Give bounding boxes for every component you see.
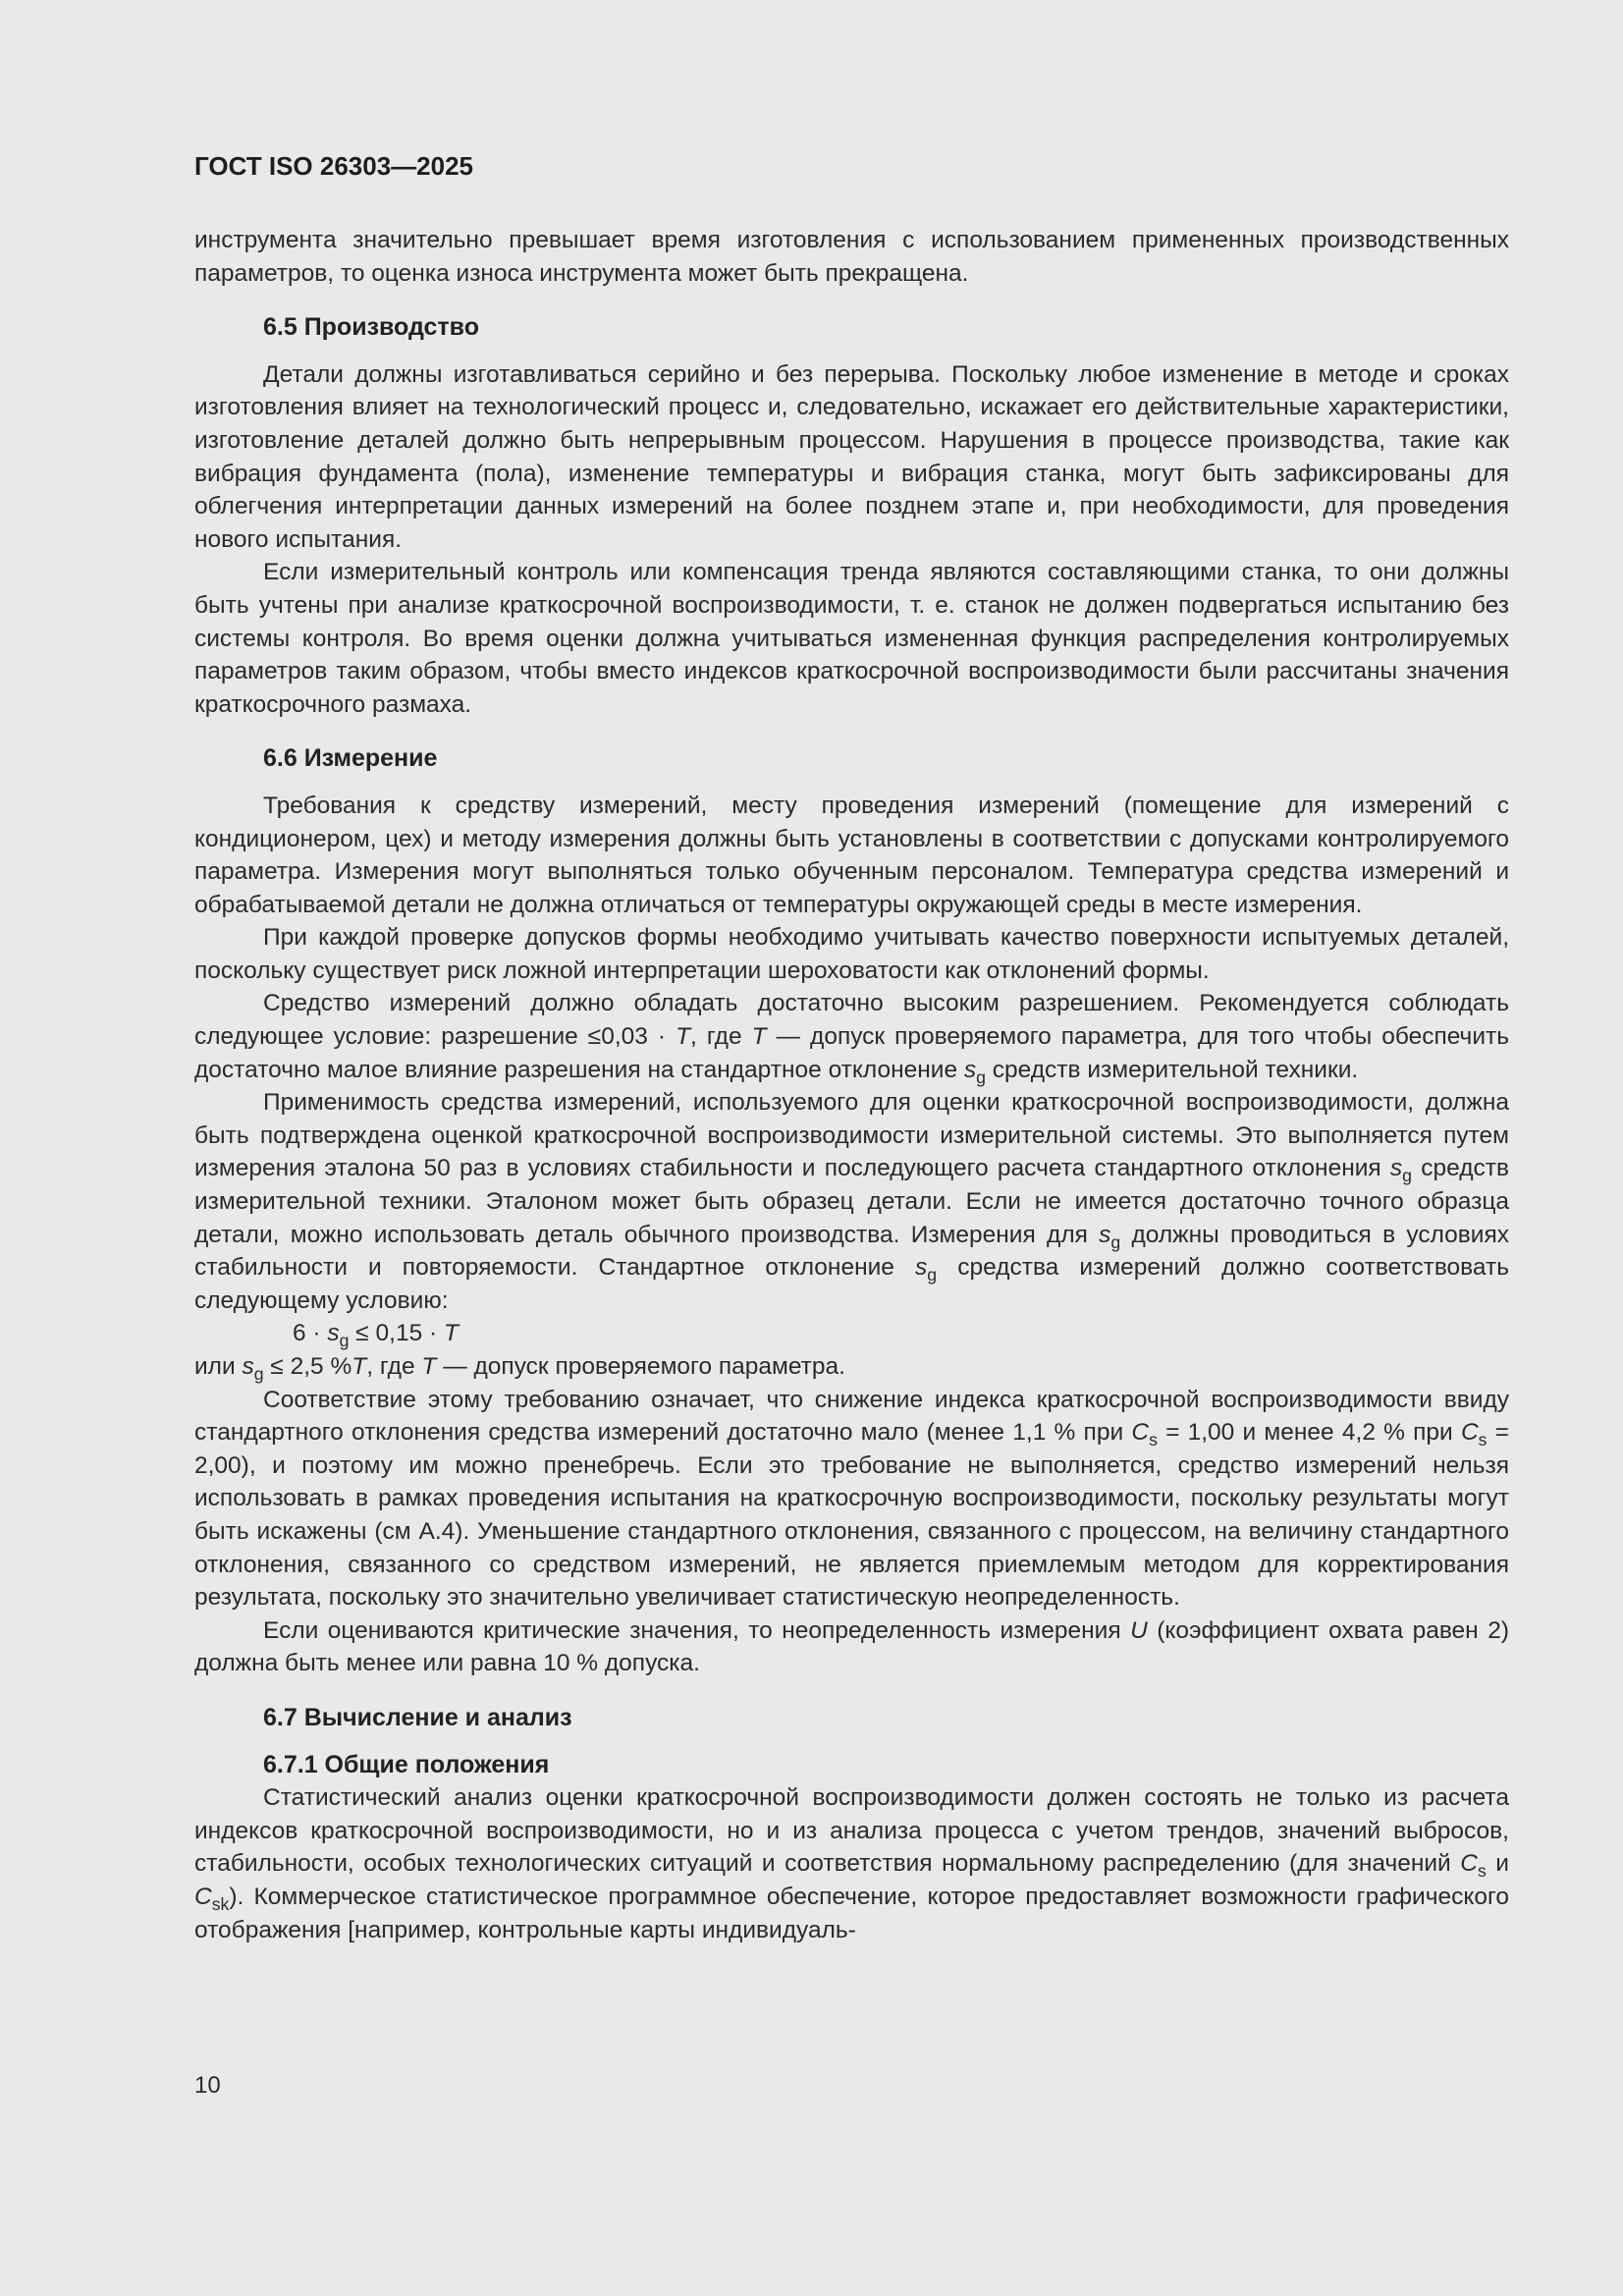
formula: $6 \cdot s_g \le 0,15 \cdot T$ bbox=[293, 1320, 459, 1351]
page-number: 10 bbox=[194, 2072, 221, 2099]
section-6-7-heading: 6.7 Вычисление и анализ bbox=[263, 1703, 572, 1731]
section-6-7-1-heading: 6.7.1 Общие положения bbox=[263, 1750, 550, 1778]
section-6-6-heading: 6.6 Измерение bbox=[263, 744, 438, 773]
page-body bbox=[194, 224, 1509, 1946]
s67-paragraph-1: Статистический анализ оценки краткосрочной воспроизводимости должен состоять не только из расчета индексов краткосрочной воспроизводимости, но и из анализа процесса с учетом трендов, значений выбросов, стабильности, особых технологических ситуаций и соответствия нормальному распределению (для значений $C_s$ и $C_{sk}$). Коммерческое статистическое программное обеспечение, которое предоставляет возможности графического отображения [например, контрольные карты индивидуаль- bbox=[194, 1784, 1509, 1943]
section-6-5-heading: 6.5 Производство bbox=[263, 313, 479, 342]
s66-paragraph-4: Применимость средства измерений, используемого для оценки краткосрочной воспроизводимости, должна быть подтверждена оценкой краткосрочной воспроизводимости измерительной системы. Это выполняется путем измерения эталона 50 раз в условиях стабильности и последующего расчета стандартного отклонения $s_g$ средств измерительной техники. Эталоном может быть образец детали. Если не имеется достаточно точного образца детали, можно использовать деталь обычного производства. Измерения для $s_g$ должны проводиться в условиях стабильности и повторяемости. Стандартное отклонение $s_g$ средства измерений должно соответствовать следующему условию: bbox=[194, 1089, 1509, 1314]
s65-paragraph-2: Если измерительный контроль или компенсация тренда являются составляющими станка, то они должны быть учтены при анализе краткосрочной воспроизводимости, т. е. станок не должен подвергаться испытанию без системы контроля. Во время оценки должна учитываться измененная функция распределения контролируемых параметров таким образом, чтобы вместо индексов краткосрочной воспроизводимости были рассчитаны значения краткосрочного размаха. bbox=[194, 559, 1509, 718]
s66-paragraph-5: или $s_g \le 2,5$ %T, где T — допуск проверяемого параметра. bbox=[194, 1353, 845, 1385]
s66-paragraph-6: Соответствие этому требованию означает, что снижение индекса краткосрочной воспроизводимости ввиду стандартного отклонения средства измерений достаточно мало (менее 1,1 % при $C_s = 1,00$ и менее 4,2 % при $C_s = 2,00$), и поэтому им можно пренебречь. Если это требование не выполняется, средство измерений нельзя использовать в рамках проведения испытания на краткосрочную воспроизводимости, поскольку результаты могут быть искажены (см А.4). Уменьшение стандартного отклонения, связанного с процессом, на величину стандартного отклонения, связанного со средством измерений, не является приемлемым методом для корректирования результата, поскольку это значительно увеличивает статистическую неопределенность. bbox=[194, 1386, 1509, 1612]
s66-paragraph-2: При каждой проверке допусков формы необходимо учитывать качество поверхности испытуемых деталей, поскольку существует риск ложной интерпретации шероховатости как отклонений формы. bbox=[194, 924, 1509, 984]
s65-paragraph-1: Детали должны изготавливаться серийно и без перерыва. Поскольку любое изменение в методе и сроках изготовления влияет на технологический процесс и, следовательно, искажает его действительные характеристики, изготовление деталей должно быть непрерывным процессом. Нарушения в процессе производства, такие как вибрация фундамента (пола), изменение температуры и вибрация станка, могут быть зафиксированы для облегчения интерпретации данных измерений на более позднем этапе и, при необходимости, для проведения нового испытания. bbox=[194, 360, 1509, 553]
s66-paragraph-3: Средство измерений должно обладать достаточно высоким разрешением. Рекомендуется соблюдать следующее условие: разрешение ≤0,03 · T, где T — допуск проверяемого параметра, для того чтобы обеспечить достаточно малое влияние разрешения на стандартное отклонение $s_g$ средств измерительной техники. bbox=[194, 990, 1509, 1087]
document-header: ГОСТ ISO 26303—2025 bbox=[194, 151, 474, 181]
continuation-paragraph: инструмента значительно превышает время изготовления с использованием примененных производственных параметров, то оценка износа инструмента может быть прекращена. bbox=[194, 227, 1509, 287]
s66-paragraph-7: Если оцениваются критические значения, то неопределенность измерения U (коэффициент охвата равен 2) должна быть менее или равна 10 % допуска. bbox=[194, 1616, 1509, 1677]
s66-paragraph-1: Требования к средству измерений, месту проведения измерений (помещение для измерений с кондиционером, цех) и методу измерения должны быть установлены в соответствии с допусками контролируемого параметра. Измерения могут выполняться только обученным персоналом. Температура средства измерений и обрабатываемой детали не должна отличаться от температуры окружающей среды в месте измерения. bbox=[194, 792, 1509, 918]
